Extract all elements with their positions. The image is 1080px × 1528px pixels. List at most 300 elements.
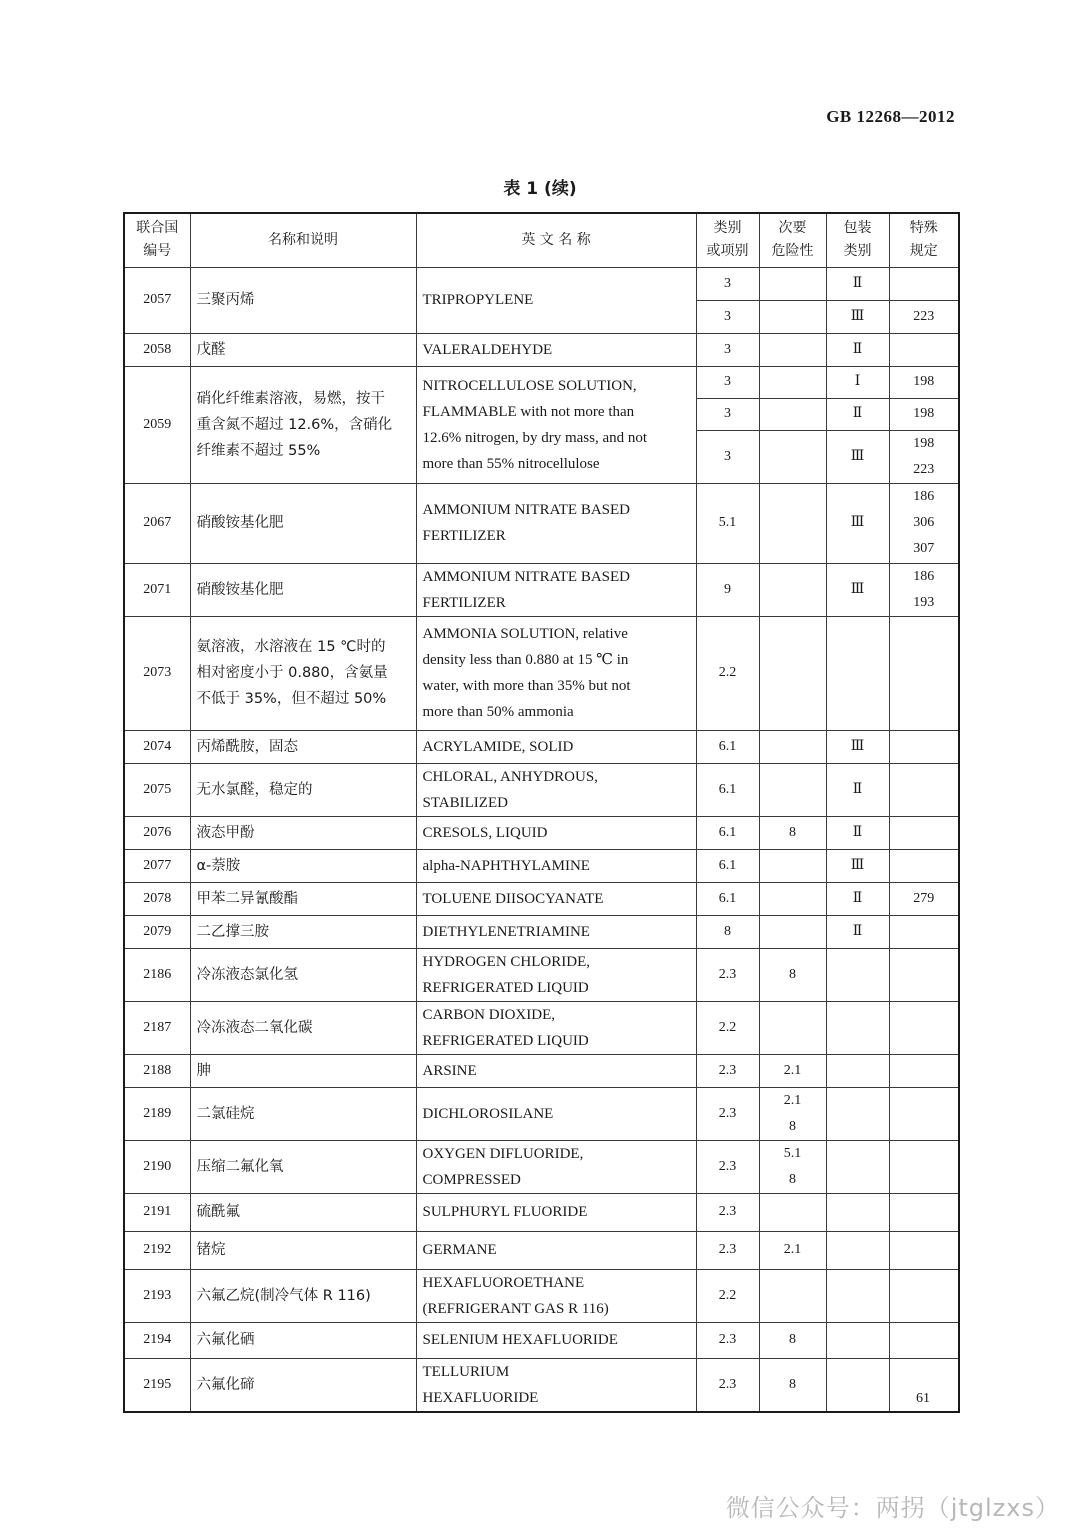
subsidiary-risk-cell (759, 1269, 826, 1322)
chinese-name-line: 二氯硅烷 (196, 1105, 255, 1122)
class-cell (696, 398, 759, 430)
dangerous-goods-table (123, 212, 960, 1413)
subsidiary-risk-cell (759, 398, 826, 430)
english-name-line: REFRIGERATED LIQUID (422, 979, 589, 996)
table-title: 表 1 (续) (503, 179, 577, 199)
un-number: 2074 (124, 730, 190, 763)
english-name-line: alpha-NAPHTHYLAMINE (422, 857, 590, 874)
class-cell (696, 849, 759, 882)
english-name-line: CRESOLS, LIQUID (422, 824, 548, 841)
chinese-name (190, 1231, 416, 1269)
special-provision-cell (889, 1269, 959, 1322)
english-name (416, 333, 696, 366)
class-cell (696, 1193, 759, 1231)
header-class: 类别 或项别 (696, 213, 759, 267)
header-subsidiary-risk: 次要 危险性 (759, 213, 826, 267)
subsidiary-risk-cell (759, 1140, 826, 1193)
subsidiary-risk-cell (759, 267, 826, 300)
class-cell (696, 430, 759, 483)
table-row (124, 1054, 959, 1087)
un-number: 2073 (124, 616, 190, 730)
subsidiary-risk-cell (759, 816, 826, 849)
header-special-provisions: 特殊 规定 (889, 213, 959, 267)
special-provision-value: 186 (913, 489, 935, 504)
chinese-name-line: 锗烷 (196, 1242, 226, 1258)
class-value: 2.3 (718, 966, 737, 982)
chinese-name (190, 849, 416, 882)
special-provision-cell (889, 1322, 959, 1358)
subsidiary-risk-cell (759, 1087, 826, 1140)
subsidiary-risk-value: 2.1 (783, 1242, 802, 1257)
english-name-line: AMMONIA SOLUTION, relative (422, 626, 628, 642)
packing-group-cell (826, 1231, 889, 1269)
chinese-name (190, 1140, 416, 1193)
english-name-line: OXYGEN DIFLUORIDE, (422, 1145, 584, 1162)
table-row (124, 563, 959, 616)
class-value: 2.3 (718, 1204, 737, 1219)
subsidiary-risk-cell (759, 366, 826, 398)
class-cell (696, 267, 759, 300)
class-value: 8 (724, 923, 731, 939)
english-name-line: SULPHURYL FLUORIDE (422, 1204, 588, 1220)
subsidiary-risk-cell (759, 616, 826, 730)
un-number: 2188 (124, 1054, 190, 1087)
special-provision-cell (889, 1001, 959, 1054)
chinese-name-line: α-萘胺 (196, 857, 241, 874)
packing-group-cell: Ⅱ (826, 267, 889, 300)
english-name (416, 1001, 696, 1054)
chinese-name (190, 882, 416, 915)
subsidiary-risk-cell (759, 1001, 826, 1054)
class-cell (696, 763, 759, 816)
class-value: 2.3 (718, 1062, 737, 1078)
subsidiary-risk-cell (759, 483, 826, 563)
table-row (124, 1193, 959, 1231)
chinese-name-line: 六氟化硒 (196, 1332, 255, 1348)
subsidiary-risk-value: 2.1 (783, 1062, 802, 1078)
table-row (124, 816, 959, 849)
packing-group-cell: Ⅲ (826, 300, 889, 333)
class-value: 2.3 (718, 1332, 737, 1347)
special-provision-value: 198 (913, 406, 935, 421)
chinese-name-line: 二乙撑三胺 (196, 923, 269, 940)
packing-group-cell (826, 1087, 889, 1140)
subsidiary-risk-cell (759, 1322, 826, 1358)
table-row (124, 1358, 959, 1412)
un-number: 2195 (124, 1358, 190, 1412)
un-number: 2058 (124, 333, 190, 366)
table-body (124, 267, 959, 1412)
english-name-line: FERTILIZER (422, 528, 506, 544)
packing-group-cell: Ⅱ (826, 915, 889, 948)
un-number: 2077 (124, 849, 190, 882)
class-value: 6.1 (718, 781, 737, 797)
english-name-line: water, with more than 35% but not (422, 678, 631, 694)
special-provision-value: 193 (913, 594, 935, 610)
class-cell (696, 948, 759, 1001)
english-name (416, 563, 696, 616)
english-name-line: AMMONIUM NITRATE BASED (422, 502, 631, 518)
class-cell (696, 483, 759, 563)
english-name-line: DICHLOROSILANE (422, 1105, 554, 1122)
table-row (124, 333, 959, 366)
english-name-line: DIETHYLENETRIAMINE (422, 923, 590, 940)
class-value: 2.3 (718, 1105, 737, 1121)
english-name (416, 1358, 696, 1412)
class-cell (696, 816, 759, 849)
un-number: 2191 (124, 1193, 190, 1231)
english-name-line: REFRIGERATED LIQUID (422, 1032, 589, 1049)
chinese-name-line: 相对密度小于 0.880，含氨量 (196, 665, 388, 681)
special-provision-cell (889, 915, 959, 948)
chinese-name (190, 1358, 416, 1412)
un-number: 2075 (124, 763, 190, 816)
subsidiary-risk-cell (759, 730, 826, 763)
class-value: 2.3 (718, 1242, 737, 1257)
english-name-line: CHLORAL, ANHYDROUS, (422, 768, 598, 785)
english-name-line: NITROCELLULOSE SOLUTION, (422, 377, 637, 394)
class-value: 2.2 (718, 665, 737, 680)
un-number: 2194 (124, 1322, 190, 1358)
class-value: 6.1 (718, 738, 737, 754)
un-number: 2059 (124, 366, 190, 483)
table-row (124, 1087, 959, 1140)
class-value: 6.1 (718, 890, 737, 906)
subsidiary-risk-cell (759, 300, 826, 333)
english-name-line: SELENIUM HEXAFLUORIDE (422, 1332, 618, 1348)
un-number: 2079 (124, 915, 190, 948)
un-number: 2067 (124, 483, 190, 563)
chinese-name (190, 1269, 416, 1322)
english-name-line: more than 55% nitrocellulose (422, 455, 600, 472)
subsidiary-risk-cell (759, 1193, 826, 1231)
table-row (124, 267, 959, 300)
english-name (416, 1140, 696, 1193)
subsidiary-risk-value: 8 (789, 824, 796, 840)
packing-group-cell (826, 1001, 889, 1054)
class-cell (696, 300, 759, 333)
class-cell (696, 1322, 759, 1358)
english-name-line: STABILIZED (422, 794, 508, 811)
chinese-name-line: 不低于 35%，但不超过 50% (196, 691, 387, 707)
subsidiary-risk-cell (759, 430, 826, 483)
english-name-line: GERMANE (422, 1242, 497, 1258)
english-name (416, 882, 696, 915)
chinese-name-line: 甲苯二异氰酸酯 (196, 890, 298, 907)
table-row (124, 483, 959, 563)
english-name-line: ACRYLAMIDE, SOLID (422, 738, 574, 755)
english-name (416, 730, 696, 763)
table-row (124, 1140, 959, 1193)
english-name (416, 1087, 696, 1140)
packing-group-cell (826, 1140, 889, 1193)
table-row (124, 1231, 959, 1269)
english-name-line: FLAMMABLE with not more than (422, 403, 635, 420)
chinese-name (190, 816, 416, 849)
chinese-name-line: 硝酸铵基化肥 (196, 581, 284, 598)
english-name (416, 849, 696, 882)
class-value: 6.1 (718, 857, 737, 873)
chinese-name (190, 948, 416, 1001)
english-name-line: more than 50% ammonia (422, 704, 574, 720)
table-header-row (124, 213, 959, 267)
special-provision-cell (889, 1193, 959, 1231)
special-provision-cell (889, 616, 959, 730)
class-value: 5.1 (718, 515, 737, 530)
chinese-name (190, 483, 416, 563)
special-provision-cell (889, 1087, 959, 1140)
chinese-name-line: 冷冻液态氯化氢 (196, 966, 298, 983)
special-provision-cell (889, 430, 959, 483)
class-value: 2.2 (718, 1019, 737, 1035)
packing-group-cell (826, 1269, 889, 1322)
chinese-name (190, 333, 416, 366)
packing-group-cell: Ⅱ (826, 333, 889, 366)
table-row (124, 730, 959, 763)
chinese-name-line: 纤维素不超过 55% (196, 442, 321, 459)
english-name (416, 816, 696, 849)
chinese-name (190, 730, 416, 763)
chinese-name (190, 1001, 416, 1054)
subsidiary-risk-cell (759, 882, 826, 915)
chinese-name-line: 丙烯酰胺，固态 (196, 738, 298, 755)
class-cell (696, 1269, 759, 1322)
table-row (124, 915, 959, 948)
english-name (416, 1231, 696, 1269)
subsidiary-risk-cell (759, 1358, 826, 1412)
chinese-name (190, 616, 416, 730)
table-row (124, 1269, 959, 1322)
un-number: 2192 (124, 1231, 190, 1269)
chinese-name-line: 三聚丙烯 (196, 292, 255, 308)
class-cell (696, 1358, 759, 1412)
table-row (124, 763, 959, 816)
subsidiary-risk-cell (759, 1231, 826, 1269)
subsidiary-risk-cell (759, 333, 826, 366)
packing-group-cell (826, 948, 889, 1001)
subsidiary-risk-value: 2.1 (783, 1092, 802, 1108)
chinese-name-line: 硝化纤维素溶液，易燃，按干 (196, 390, 385, 407)
special-provision-cell (889, 849, 959, 882)
chinese-name (190, 366, 416, 483)
subsidiary-risk-cell (759, 563, 826, 616)
subsidiary-risk-value: 8 (789, 966, 796, 982)
class-cell (696, 333, 759, 366)
special-provision-value: 198 (913, 374, 935, 389)
special-provision-value: 198 (913, 435, 935, 451)
english-name-line: AMMONIUM NITRATE BASED (422, 568, 631, 585)
chinese-name-line: 六氟化碲 (196, 1376, 255, 1393)
class-value: 3 (724, 341, 731, 357)
standard-code: GB 12268—2012 (826, 107, 955, 126)
packing-group-cell (826, 1193, 889, 1231)
special-provision-value: 307 (913, 541, 935, 556)
packing-group-cell: Ⅲ (826, 849, 889, 882)
special-provision-cell (889, 948, 959, 1001)
english-name-line: COMPRESSED (422, 1171, 521, 1188)
english-name (416, 915, 696, 948)
special-provision-cell (889, 1140, 959, 1193)
subsidiary-risk-cell (759, 849, 826, 882)
special-provision-value: 186 (913, 568, 935, 584)
english-name (416, 267, 696, 333)
chinese-name-line: 六氟乙烷(制冷气体 R 116) (196, 1287, 371, 1304)
table-row (124, 366, 959, 398)
un-number: 2057 (124, 267, 190, 333)
un-number: 2187 (124, 1001, 190, 1054)
english-name-line: 12.6% nitrogen, by dry mass, and not (422, 429, 648, 446)
english-name-line: VALERALDEHYDE (422, 341, 553, 358)
subsidiary-risk-value: 5.1 (783, 1145, 802, 1161)
chinese-name-line: 胂 (196, 1062, 211, 1079)
class-cell (696, 882, 759, 915)
special-provision-cell (889, 398, 959, 430)
english-name-line: ARSINE (422, 1062, 477, 1079)
class-cell (696, 1001, 759, 1054)
special-provision-cell (889, 366, 959, 398)
english-name-line: HEXAFLUORIDE (422, 1389, 539, 1406)
chinese-name (190, 563, 416, 616)
class-cell (696, 616, 759, 730)
class-value: 3 (724, 308, 731, 324)
page-number: 61 (916, 1391, 930, 1406)
class-value: 3 (724, 406, 731, 421)
english-name (416, 1193, 696, 1231)
un-number: 2071 (124, 563, 190, 616)
packing-group-cell: Ⅲ (826, 730, 889, 763)
class-cell (696, 730, 759, 763)
chinese-name (190, 915, 416, 948)
class-value: 3 (724, 374, 731, 389)
subsidiary-risk-cell (759, 948, 826, 1001)
subsidiary-risk-value: 8 (789, 1376, 796, 1392)
subsidiary-risk-cell (759, 1054, 826, 1087)
chinese-name-line: 压缩二氟化氧 (196, 1158, 284, 1175)
special-provision-cell (889, 882, 959, 915)
table-row (124, 1322, 959, 1358)
chinese-name (190, 1054, 416, 1087)
english-name-line: TRIPROPYLENE (422, 292, 534, 308)
un-number: 2193 (124, 1269, 190, 1322)
chinese-name (190, 267, 416, 333)
chinese-name-line: 氨溶液，水溶液在 15 ℃时的 (196, 639, 386, 655)
special-provision-value: 279 (913, 890, 935, 906)
chinese-name (190, 1322, 416, 1358)
chinese-name-line: 硫酰氟 (196, 1204, 240, 1220)
class-cell (696, 563, 759, 616)
chinese-name-line: 戊醛 (196, 341, 226, 358)
special-provision-cell (889, 483, 959, 563)
packing-group-cell: Ⅱ (826, 816, 889, 849)
subsidiary-risk-cell (759, 763, 826, 816)
english-name-line: TOLUENE DIISOCYANATE (422, 890, 604, 907)
special-provision-cell (889, 763, 959, 816)
packing-group-cell (826, 1322, 889, 1358)
class-cell (696, 915, 759, 948)
subsidiary-risk-cell (759, 915, 826, 948)
english-name (416, 763, 696, 816)
class-cell (696, 1231, 759, 1269)
table-row (124, 948, 959, 1001)
special-provision-cell (889, 333, 959, 366)
english-name (416, 1322, 696, 1358)
header-un-number: 联合国 编号 (124, 213, 190, 267)
special-provision-cell (889, 1231, 959, 1269)
table-row (124, 882, 959, 915)
packing-group-cell: Ⅲ (826, 483, 889, 563)
special-provision-value: 306 (913, 515, 935, 530)
class-value: 3 (724, 448, 731, 464)
english-name (416, 1054, 696, 1087)
special-provision-value: 223 (913, 461, 935, 477)
un-number: 2078 (124, 882, 190, 915)
header-packing-group: 包装 类别 (826, 213, 889, 267)
special-provision-cell (889, 816, 959, 849)
class-value: 9 (724, 581, 731, 597)
english-name (416, 616, 696, 730)
packing-group-cell: Ⅲ (826, 430, 889, 483)
english-name-line: CARBON DIOXIDE, (422, 1006, 555, 1023)
packing-group-cell (826, 1358, 889, 1412)
chinese-name (190, 763, 416, 816)
special-provision-cell (889, 300, 959, 333)
special-provision-cell (889, 267, 959, 300)
chinese-name-line: 无水氯醛，稳定的 (196, 781, 313, 798)
special-provision-cell (889, 730, 959, 763)
subsidiary-risk-value: 8 (789, 1171, 796, 1187)
table-row (124, 616, 959, 730)
english-name-line: density less than 0.880 at 15 ℃ in (422, 652, 629, 668)
english-name (416, 948, 696, 1001)
class-cell (696, 366, 759, 398)
chinese-name-line: 液态甲酚 (196, 824, 255, 841)
class-value: 3 (724, 275, 731, 291)
table-row (124, 1001, 959, 1054)
english-name-line: HEXAFLUOROETHANE (422, 1274, 585, 1291)
chinese-name-line: 重含氮不超过 12.6%，含硝化 (196, 416, 393, 433)
class-value: 2.2 (718, 1287, 737, 1303)
un-number: 2189 (124, 1087, 190, 1140)
packing-group-cell: Ⅱ (826, 763, 889, 816)
english-name (416, 483, 696, 563)
chinese-name (190, 1193, 416, 1231)
english-name-line: HYDROGEN CHLORIDE, (422, 953, 590, 970)
class-value: 2.3 (718, 1376, 737, 1392)
special-provision-cell (889, 1054, 959, 1087)
packing-group-cell (826, 1054, 889, 1087)
subsidiary-risk-value: 8 (789, 1118, 796, 1134)
class-value: 2.3 (718, 1158, 737, 1174)
class-value: 6.1 (718, 824, 737, 840)
special-provision-value: 223 (913, 308, 935, 324)
packing-group-cell (826, 616, 889, 730)
subsidiary-risk-value: 8 (789, 1332, 796, 1347)
class-cell (696, 1054, 759, 1087)
packing-group-cell: Ⅱ (826, 398, 889, 430)
english-name-line: TELLURIUM (422, 1363, 510, 1380)
un-number: 2076 (124, 816, 190, 849)
header-english-name: 英 文 名 称 (416, 213, 696, 267)
un-number: 2190 (124, 1140, 190, 1193)
english-name-line: FERTILIZER (422, 594, 506, 611)
class-cell (696, 1087, 759, 1140)
special-provision-cell (889, 563, 959, 616)
chinese-name (190, 1087, 416, 1140)
english-name (416, 1269, 696, 1322)
english-name-line: (REFRIGERANT GAS R 116) (422, 1300, 609, 1317)
packing-group-cell: Ⅰ (826, 366, 889, 398)
chinese-name-line: 冷冻液态二氧化碳 (196, 1019, 313, 1036)
